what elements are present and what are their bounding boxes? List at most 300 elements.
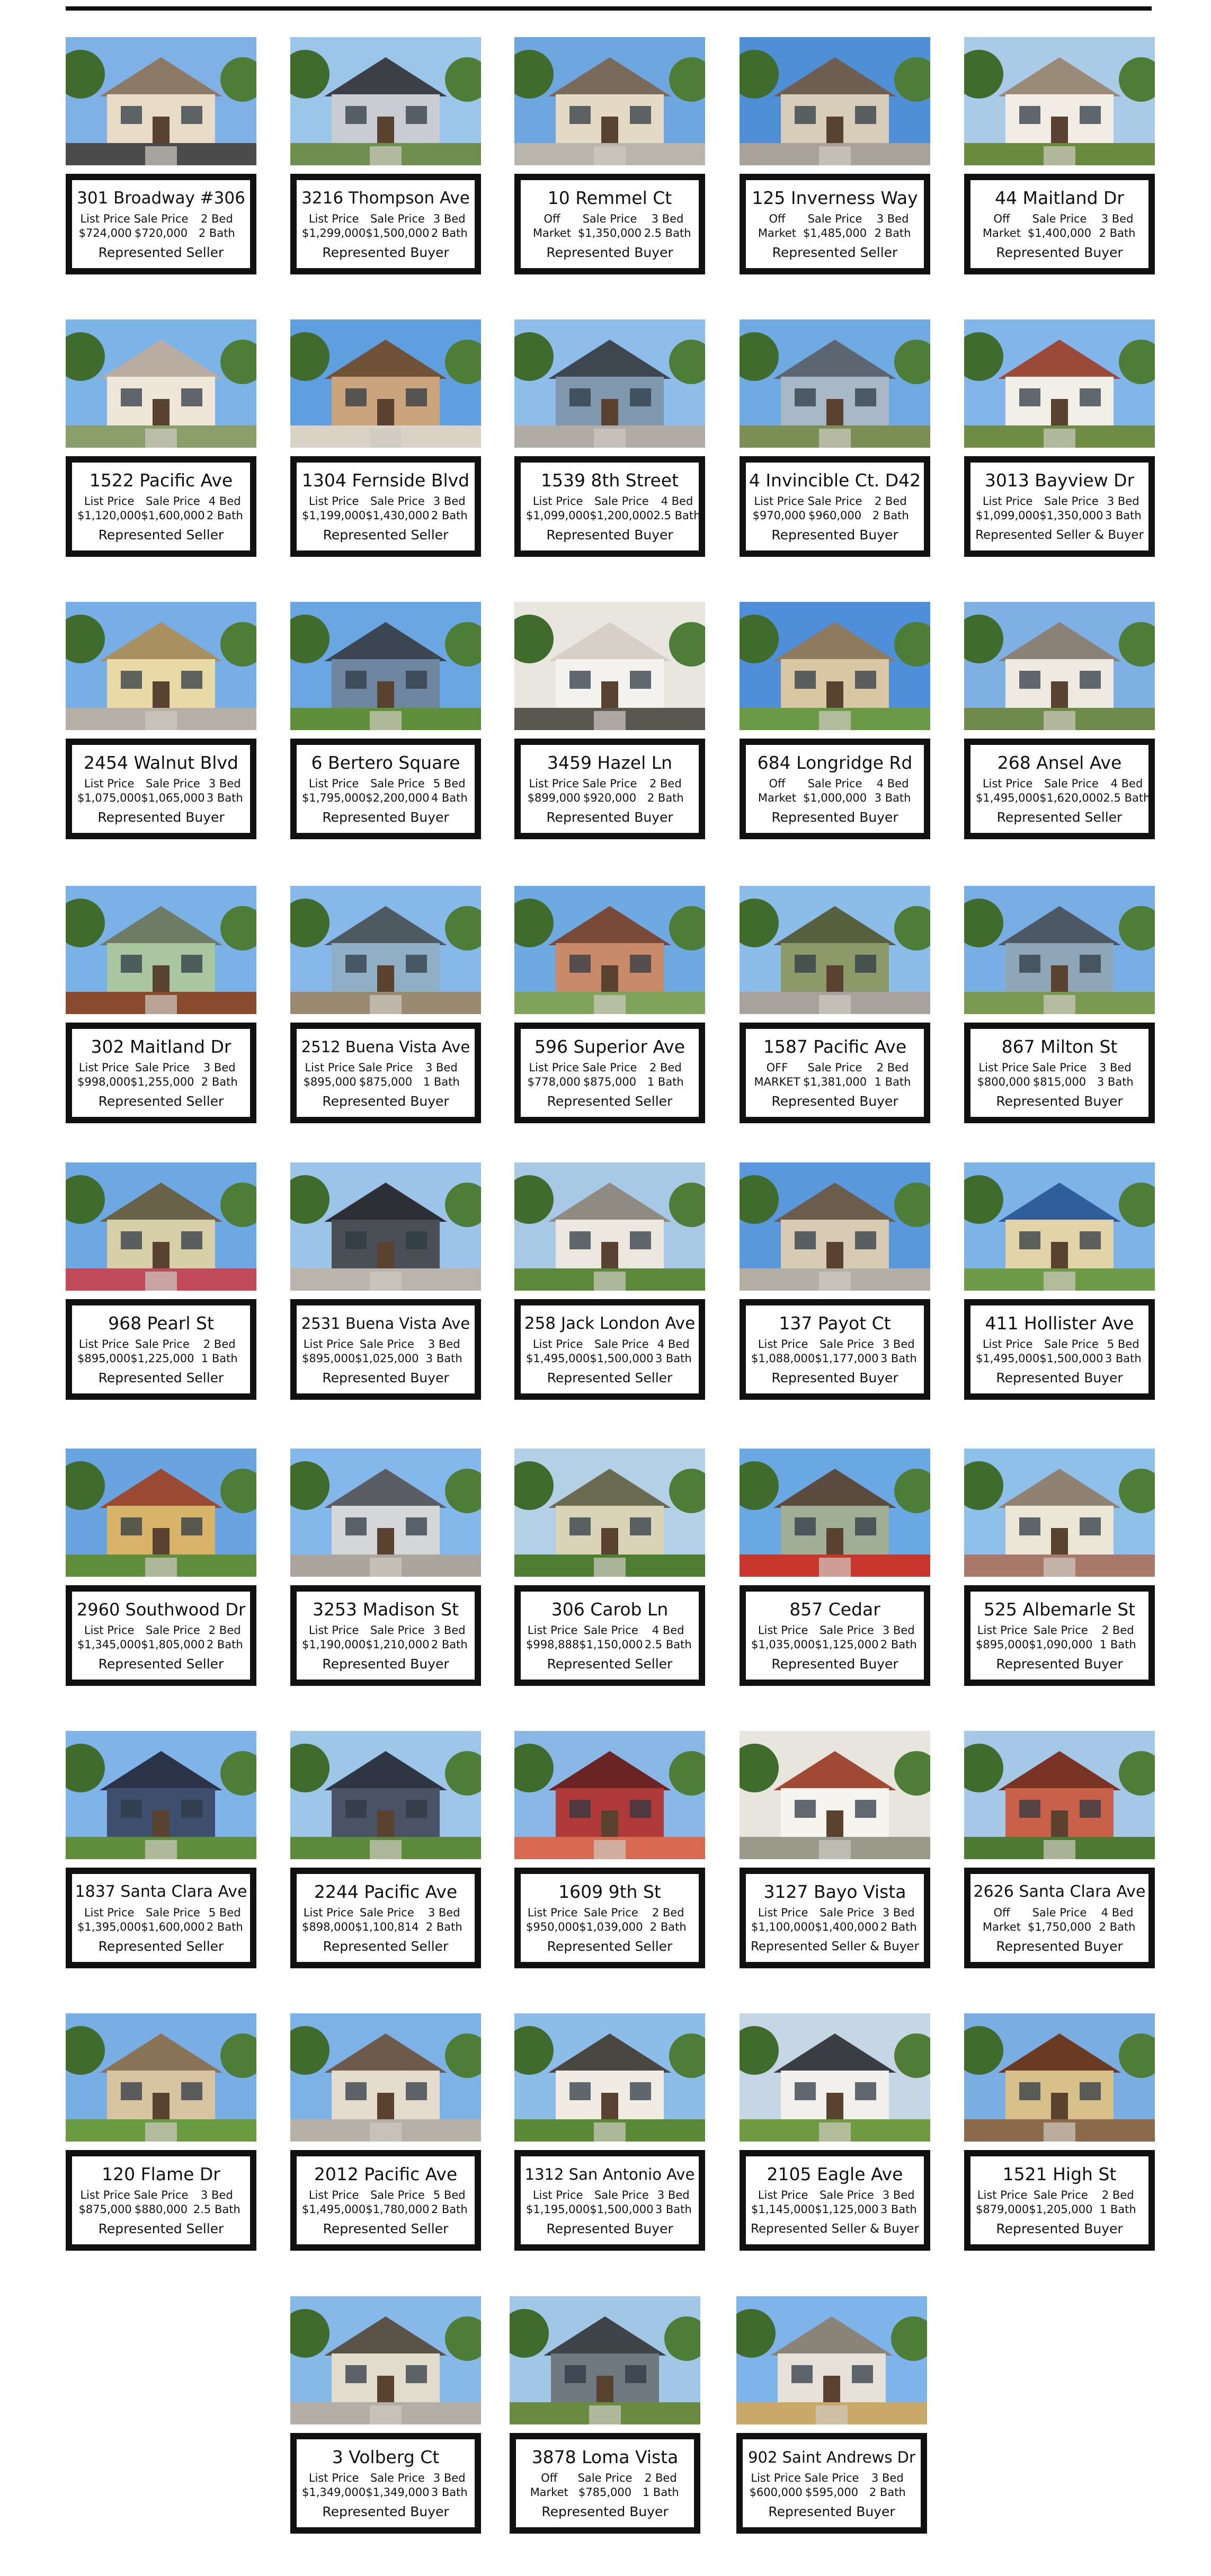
house-photo[interactable] bbox=[290, 2013, 481, 2142]
house-photo[interactable] bbox=[964, 1162, 1155, 1291]
representation-label: Represented Buyer bbox=[996, 1094, 1123, 1109]
bedroom-count: 3 Bed bbox=[876, 212, 909, 225]
sale-price-value: $1,381,000 bbox=[803, 1076, 867, 1088]
house-photo-art bbox=[740, 1449, 930, 1577]
house-photo-art bbox=[514, 1731, 705, 1859]
sale-price-label: Sale Price bbox=[582, 1061, 637, 1074]
listing-tile[interactable] bbox=[514, 886, 705, 1166]
listing-tile[interactable] bbox=[290, 2013, 481, 2293]
representation-label: Represented Seller bbox=[323, 527, 449, 543]
house-photo[interactable] bbox=[964, 886, 1155, 1014]
house-photo[interactable] bbox=[290, 1162, 481, 1291]
listing-address: 2512 Buena Vista Ave bbox=[301, 1038, 470, 1056]
listing-address: 857 Cedar bbox=[789, 1599, 880, 1620]
sale-price-value: $1,805,000 bbox=[141, 1638, 205, 1651]
sale-price-label: Sale Price bbox=[135, 1338, 190, 1351]
listing-card bbox=[66, 1868, 256, 1968]
listing-address: 1521 High St bbox=[1002, 2164, 1117, 2184]
bedroom-count: 3 Bed bbox=[200, 2189, 233, 2201]
house-photo[interactable] bbox=[740, 1449, 930, 1577]
listing-tile[interactable] bbox=[66, 886, 256, 1166]
listing-tile[interactable] bbox=[290, 319, 481, 599]
listing-card bbox=[66, 2150, 256, 2251]
listing-details bbox=[976, 212, 1143, 241]
sale-price-value: $1,780,000 bbox=[366, 2203, 430, 2216]
listing-tile[interactable] bbox=[514, 37, 705, 317]
list-price-label: List Price bbox=[308, 777, 359, 790]
listing-details bbox=[302, 1623, 469, 1652]
listing-tile[interactable] bbox=[510, 2296, 700, 2576]
representation-label: Represented Seller bbox=[996, 810, 1123, 825]
house-photo[interactable] bbox=[290, 2296, 481, 2424]
list-price-label: List Price bbox=[84, 495, 135, 508]
listing-card bbox=[514, 456, 705, 557]
house-photo-art bbox=[510, 2296, 700, 2424]
bedroom-count: 3 Bed bbox=[433, 495, 466, 508]
house-photo[interactable] bbox=[740, 319, 930, 448]
house-photo[interactable] bbox=[66, 37, 256, 165]
list-price-value: $1,199,000 bbox=[302, 509, 366, 522]
representation-label: Represented Buyer bbox=[996, 245, 1123, 260]
listing-tile[interactable] bbox=[290, 1731, 481, 2011]
bathroom-count: 2 Bath bbox=[425, 1921, 462, 1933]
sale-price-value: $875,000 bbox=[359, 1076, 413, 1088]
list-price-label: List Price bbox=[982, 1338, 1033, 1351]
listing-details bbox=[526, 2188, 693, 2217]
bathroom-count: 1 Bath bbox=[1099, 1638, 1136, 1651]
house-photo[interactable] bbox=[964, 1731, 1155, 1859]
listing-address: 3013 Bayview Dr bbox=[984, 470, 1135, 491]
listing-address: 125 Inverness Way bbox=[752, 188, 918, 208]
listing-details bbox=[77, 1906, 245, 1934]
sale-price-label: Sale Price bbox=[594, 495, 649, 508]
bathroom-count: 1 Bath bbox=[874, 1076, 911, 1088]
listing-address: 10 Remmel Ct bbox=[547, 188, 672, 208]
representation-label: Represented Buyer bbox=[546, 527, 673, 543]
bathroom-count: 2 Bath bbox=[198, 227, 235, 239]
bathroom-count: 1 Bath bbox=[201, 1352, 238, 1365]
listing-details bbox=[77, 212, 245, 241]
listing-tile[interactable] bbox=[740, 886, 930, 1166]
representation-label: Represented Seller bbox=[323, 2221, 449, 2236]
list-price-label: Off bbox=[769, 777, 786, 790]
sale-price-label: Sale Price bbox=[370, 212, 425, 225]
house-photo-art bbox=[514, 1162, 705, 1291]
sale-price-value: $920,000 bbox=[583, 792, 637, 804]
house-photo-art bbox=[740, 1731, 930, 1859]
listing-card bbox=[964, 1023, 1155, 1123]
listing-tile[interactable] bbox=[66, 1731, 256, 2011]
sale-price-value: $1,500,000 bbox=[366, 227, 430, 239]
sale-price-value: $1,150,000 bbox=[579, 1638, 643, 1651]
listing-card bbox=[66, 456, 256, 557]
representation-label: Represented Buyer bbox=[322, 810, 449, 825]
listing-tile[interactable] bbox=[66, 2013, 256, 2293]
listing-address: 301 Broadway #306 bbox=[77, 189, 245, 208]
house-photo[interactable] bbox=[964, 602, 1155, 730]
list-price-value: MARKET bbox=[754, 1076, 800, 1088]
bathroom-count: 2 Bath bbox=[431, 2203, 468, 2216]
representation-label: Represented Buyer bbox=[541, 2504, 669, 2519]
listing-card bbox=[740, 174, 930, 274]
house-photo-art bbox=[964, 886, 1155, 1014]
house-photo-art bbox=[290, 602, 481, 730]
sale-price-label: Sale Price bbox=[1032, 212, 1087, 225]
listing-details bbox=[976, 1337, 1143, 1366]
representation-label: Represented Buyer bbox=[322, 1370, 449, 1385]
sale-price-label: Sale Price bbox=[819, 1906, 874, 1919]
bathroom-count: 2 Bath bbox=[206, 509, 243, 522]
house-photo-art bbox=[290, 1731, 481, 1859]
listing-card bbox=[740, 1868, 930, 1968]
sale-price-value: $875,000 bbox=[583, 1076, 637, 1088]
sale-price-value: $1,000,000 bbox=[803, 792, 867, 804]
house-photo-art bbox=[514, 1449, 705, 1577]
list-price-label: List Price bbox=[977, 2189, 1028, 2201]
listing-tile[interactable] bbox=[740, 602, 930, 882]
bedroom-count: 3 Bed bbox=[882, 2189, 915, 2201]
house-photo[interactable] bbox=[514, 602, 705, 730]
list-price-label: List Price bbox=[758, 1338, 808, 1351]
listing-tile[interactable] bbox=[290, 1449, 481, 1728]
sale-price-label: Sale Price bbox=[370, 2472, 425, 2484]
house-photo[interactable] bbox=[514, 1449, 705, 1577]
sale-price-label: Sale Price bbox=[145, 495, 200, 508]
listing-address: 1312 San Antonio Ave bbox=[524, 2165, 695, 2183]
house-photo[interactable] bbox=[290, 886, 481, 1014]
list-price-label: Off bbox=[993, 1906, 1010, 1919]
listing-details bbox=[751, 777, 919, 805]
list-price-label: Off bbox=[544, 212, 560, 225]
listing-tile[interactable] bbox=[514, 319, 705, 599]
listing-tile[interactable] bbox=[736, 2296, 927, 2576]
listing-tile[interactable] bbox=[290, 2296, 481, 2576]
bedroom-count: 3 Bed bbox=[433, 1624, 466, 1637]
bedroom-count: 3 Bed bbox=[1107, 495, 1139, 508]
house-photo[interactable] bbox=[66, 1731, 256, 1859]
house-photo[interactable] bbox=[510, 2296, 700, 2424]
sale-price-label: Sale Price bbox=[582, 777, 637, 790]
listing-address: 2244 Pacific Ave bbox=[314, 1881, 458, 1902]
bedroom-count: 5 Bed bbox=[433, 2189, 466, 2201]
listing-card bbox=[290, 174, 481, 274]
bathroom-count: 3 Bath bbox=[425, 1352, 462, 1365]
listing-card bbox=[66, 739, 256, 839]
listing-tile[interactable] bbox=[740, 37, 930, 317]
listing-tile[interactable] bbox=[964, 1162, 1155, 1442]
list-price-value: $950,000 bbox=[526, 1921, 580, 1933]
list-price-value: $1,345,000 bbox=[77, 1638, 141, 1651]
listing-address: 137 Payot Ct bbox=[779, 1313, 891, 1334]
listing-details bbox=[976, 1906, 1143, 1934]
sale-price-label: Sale Price bbox=[135, 1061, 190, 1074]
representation-label: Represented Buyer bbox=[771, 1656, 898, 1672]
house-photo-art bbox=[66, 602, 256, 730]
house-photo[interactable] bbox=[66, 602, 256, 730]
list-price-label: List Price bbox=[977, 1624, 1028, 1637]
listing-tile[interactable] bbox=[514, 1449, 705, 1728]
sale-price-value: $595,000 bbox=[805, 2486, 859, 2499]
sale-price-value: $1,400,000 bbox=[1027, 227, 1092, 239]
house-photo[interactable] bbox=[964, 37, 1155, 165]
sale-price-label: Sale Price bbox=[819, 2189, 874, 2201]
bedroom-count: 3 Bed bbox=[203, 1061, 236, 1074]
house-photo[interactable] bbox=[290, 37, 481, 165]
house-photo-art bbox=[66, 37, 256, 165]
sale-price-value: $1,600,000 bbox=[141, 509, 205, 522]
house-photo[interactable] bbox=[736, 2296, 927, 2424]
listing-details bbox=[748, 2471, 915, 2500]
sale-price-value: $1,210,000 bbox=[366, 1638, 430, 1651]
representation-label: Represented Buyer bbox=[996, 1370, 1123, 1385]
listing-tile[interactable] bbox=[740, 2013, 930, 2293]
representation-label: Represented Buyer bbox=[322, 245, 449, 260]
listing-address: 867 Milton St bbox=[1001, 1036, 1118, 1057]
list-price-label: List Price bbox=[529, 1061, 579, 1074]
bedroom-count: 5 Bed bbox=[1107, 1338, 1139, 1351]
listing-details bbox=[751, 1623, 919, 1652]
bathroom-count: 2 Bath bbox=[431, 1638, 468, 1651]
bedroom-count: 3 Bed bbox=[882, 1624, 915, 1637]
bedroom-count: 3 Bed bbox=[428, 1906, 460, 1919]
bedroom-count: 2 Bed bbox=[649, 777, 682, 790]
listing-card bbox=[964, 1585, 1155, 1686]
sale-price-label: Sale Price bbox=[594, 1338, 649, 1351]
listing-address: 302 Maitland Dr bbox=[91, 1036, 231, 1057]
sale-price-label: Sale Price bbox=[359, 1906, 414, 1919]
sale-price-value: $1,025,000 bbox=[355, 1352, 419, 1365]
bathroom-count: 1 Bath bbox=[1099, 2203, 1136, 2216]
listing-details bbox=[77, 1623, 245, 1652]
bedroom-count: 3 Bed bbox=[882, 1906, 915, 1919]
house-photo[interactable] bbox=[66, 1162, 256, 1291]
listing-address: 3 Volberg Ct bbox=[332, 2447, 440, 2467]
listing-address: 596 Superior Ave bbox=[534, 1036, 685, 1057]
sale-price-label: Sale Price bbox=[807, 495, 862, 508]
house-photo[interactable] bbox=[290, 1731, 481, 1859]
house-photo[interactable] bbox=[514, 319, 705, 448]
listing-tile[interactable] bbox=[514, 602, 705, 882]
list-price-label: OFF bbox=[766, 1061, 788, 1074]
list-price-value: $998,000 bbox=[77, 1076, 131, 1088]
list-price-value: $879,000 bbox=[976, 2203, 1029, 2216]
list-price-label: List Price bbox=[529, 777, 579, 790]
house-photo[interactable] bbox=[66, 1449, 256, 1577]
list-price-value: $1,495,000 bbox=[302, 2203, 366, 2216]
sale-price-value: $1,400,000 bbox=[815, 1921, 879, 1933]
listing-details bbox=[302, 777, 469, 805]
listing-tile[interactable] bbox=[964, 886, 1155, 1166]
bathroom-count: 2 Bath bbox=[431, 227, 468, 239]
listing-tile[interactable] bbox=[66, 1449, 256, 1728]
listing-card bbox=[66, 1299, 256, 1400]
house-photo-art bbox=[66, 319, 256, 448]
listing-details bbox=[976, 1623, 1143, 1652]
house-photo-art bbox=[290, 319, 481, 448]
house-photo-art bbox=[740, 1162, 930, 1291]
listing-details bbox=[976, 777, 1151, 805]
house-photo[interactable] bbox=[740, 1731, 930, 1859]
list-price-value: $800,000 bbox=[977, 1076, 1030, 1088]
list-price-label: List Price bbox=[758, 2189, 808, 2201]
listing-tile[interactable] bbox=[964, 602, 1155, 882]
representation-label: Represented Buyer bbox=[768, 2504, 895, 2519]
list-price-value: $899,000 bbox=[527, 792, 581, 804]
representation-label: Represented Buyer bbox=[771, 1370, 898, 1385]
representation-label: Represented Seller bbox=[547, 1939, 673, 1954]
list-price-label: List Price bbox=[978, 1061, 1029, 1074]
bedroom-count: 3 Bed bbox=[657, 2189, 690, 2201]
listing-tile[interactable] bbox=[290, 886, 481, 1166]
listing-address: 258 Jack London Ave bbox=[524, 1314, 696, 1333]
house-photo[interactable] bbox=[964, 1449, 1155, 1577]
house-photo-art bbox=[66, 1731, 256, 1859]
list-price-value: $895,000 bbox=[77, 1352, 131, 1365]
listing-address: 1304 Fernside Blvd bbox=[301, 470, 470, 491]
list-price-value: Market bbox=[982, 1921, 1021, 1933]
listing-tile[interactable] bbox=[964, 1449, 1155, 1728]
house-photo[interactable] bbox=[290, 1449, 481, 1577]
house-photo[interactable] bbox=[514, 37, 705, 165]
listing-details bbox=[521, 2471, 689, 2500]
list-price-value: $970,000 bbox=[752, 509, 806, 522]
listing-tile[interactable] bbox=[66, 319, 256, 599]
list-price-value: Market bbox=[758, 227, 797, 239]
house-photo-art bbox=[290, 886, 481, 1014]
listing-tile[interactable] bbox=[66, 602, 256, 882]
listing-details bbox=[751, 494, 919, 523]
house-photo[interactable] bbox=[740, 37, 930, 165]
list-price-label: List Price bbox=[308, 1624, 359, 1637]
listing-details bbox=[302, 2188, 469, 2217]
house-photo-art bbox=[290, 2296, 481, 2424]
house-photo[interactable] bbox=[66, 886, 256, 1014]
listing-details bbox=[77, 1061, 245, 1089]
list-price-value: $895,000 bbox=[976, 1638, 1029, 1651]
listing-address: 6 Bertero Square bbox=[311, 752, 460, 773]
list-price-value: $1,495,000 bbox=[526, 1352, 590, 1365]
house-photo[interactable] bbox=[290, 602, 481, 730]
listing-card bbox=[740, 1585, 930, 1686]
listing-details bbox=[976, 1061, 1143, 1089]
sale-price-label: Sale Price bbox=[1044, 777, 1099, 790]
house-photo[interactable] bbox=[290, 319, 481, 448]
listing-tile[interactable] bbox=[290, 602, 481, 882]
house-photo[interactable] bbox=[66, 319, 256, 448]
sale-price-label: Sale Price bbox=[1032, 1906, 1087, 1919]
house-photo[interactable] bbox=[514, 1162, 705, 1291]
listing-card bbox=[514, 1868, 705, 1968]
house-photo[interactable] bbox=[514, 1731, 705, 1859]
sale-price-label: Sale Price bbox=[370, 2189, 425, 2201]
listing-details bbox=[526, 1623, 693, 1652]
house-photo[interactable] bbox=[740, 1162, 930, 1291]
bedroom-count: 2 Bed bbox=[203, 1338, 236, 1351]
bathroom-count: 3 Bath bbox=[206, 792, 243, 804]
house-photo-art bbox=[290, 1162, 481, 1291]
listing-tile[interactable] bbox=[514, 1162, 705, 1442]
house-photo[interactable] bbox=[740, 2013, 930, 2142]
list-price-label: List Price bbox=[78, 1061, 129, 1074]
listing-tile[interactable] bbox=[740, 1162, 930, 1442]
house-photo[interactable] bbox=[740, 602, 930, 730]
bedroom-count: 5 Bed bbox=[433, 777, 466, 790]
house-photo[interactable] bbox=[740, 886, 930, 1014]
listing-tile[interactable] bbox=[66, 37, 256, 317]
list-price-value: Market bbox=[758, 792, 797, 804]
list-price-value: $1,349,000 bbox=[302, 2486, 366, 2499]
listing-tile[interactable] bbox=[740, 1449, 930, 1728]
list-price-value: $1,035,000 bbox=[751, 1638, 815, 1651]
sale-price-label: Sale Price bbox=[594, 2189, 649, 2201]
list-price-label: List Price bbox=[303, 1906, 354, 1919]
listing-tile[interactable] bbox=[290, 1162, 481, 1442]
bedroom-count: 4 Bed bbox=[1110, 777, 1143, 790]
list-price-label: List Price bbox=[80, 2189, 130, 2201]
bathroom-count: 3 Bath bbox=[874, 792, 911, 804]
listing-tile[interactable] bbox=[514, 1731, 705, 2011]
listing-tile[interactable] bbox=[964, 37, 1155, 317]
sale-price-value: $1,225,000 bbox=[130, 1352, 194, 1365]
listing-tile[interactable] bbox=[740, 319, 930, 599]
house-photo-art bbox=[290, 1449, 481, 1577]
sale-price-label: Sale Price bbox=[359, 1338, 414, 1351]
bathroom-count: 2 Bath bbox=[1099, 227, 1136, 239]
house-photo[interactable] bbox=[964, 319, 1155, 448]
list-price-label: List Price bbox=[80, 212, 130, 225]
sale-price-value: $1,500,000 bbox=[1039, 1352, 1103, 1365]
bathroom-count: 3 Bath bbox=[655, 1352, 692, 1365]
listing-details bbox=[526, 494, 701, 523]
list-price-value: $1,075,000 bbox=[77, 792, 141, 804]
bathroom-count: 2 Bath bbox=[431, 509, 468, 522]
sale-price-label: Sale Price bbox=[804, 2472, 859, 2484]
listing-tile[interactable] bbox=[964, 2013, 1155, 2293]
listing-tile[interactable] bbox=[964, 1731, 1155, 2011]
sale-price-label: Sale Price bbox=[133, 2189, 189, 2201]
list-price-label: Off bbox=[993, 212, 1010, 225]
listing-details bbox=[302, 1061, 469, 1089]
house-photo[interactable] bbox=[964, 2013, 1155, 2142]
house-photo[interactable] bbox=[66, 2013, 256, 2142]
house-photo[interactable] bbox=[514, 2013, 705, 2142]
listing-card bbox=[964, 1299, 1155, 1400]
listing-tile[interactable] bbox=[290, 37, 481, 317]
sale-price-label: Sale Price bbox=[1044, 1338, 1099, 1351]
listing-address: 3216 Thompson Ave bbox=[301, 189, 470, 208]
list-price-value: $998,888 bbox=[526, 1638, 580, 1651]
listing-card bbox=[290, 1585, 481, 1686]
bedroom-count: 3 Bed bbox=[428, 1338, 460, 1351]
listing-address: 411 Hollister Ave bbox=[985, 1313, 1134, 1334]
listing-tile[interactable] bbox=[66, 1162, 256, 1442]
bathroom-count: 2 Bath bbox=[206, 1638, 243, 1651]
house-photo-art bbox=[964, 37, 1155, 165]
bedroom-count: 3 Bed bbox=[425, 1061, 458, 1074]
list-price-value: $1,145,000 bbox=[751, 2203, 815, 2216]
sale-price-label: Sale Price bbox=[807, 1061, 862, 1074]
listing-tile[interactable] bbox=[514, 2013, 705, 2293]
listing-details bbox=[526, 212, 693, 241]
bedroom-count: 2 Bed bbox=[876, 1061, 909, 1074]
listing-address: 1539 8th Street bbox=[540, 470, 679, 491]
listing-tile[interactable] bbox=[740, 1731, 930, 2011]
listing-details bbox=[751, 212, 919, 241]
house-photo-art bbox=[740, 37, 930, 165]
listing-tile[interactable] bbox=[964, 319, 1155, 599]
house-photo[interactable] bbox=[514, 886, 705, 1014]
list-price-value: $875,000 bbox=[78, 2203, 132, 2216]
